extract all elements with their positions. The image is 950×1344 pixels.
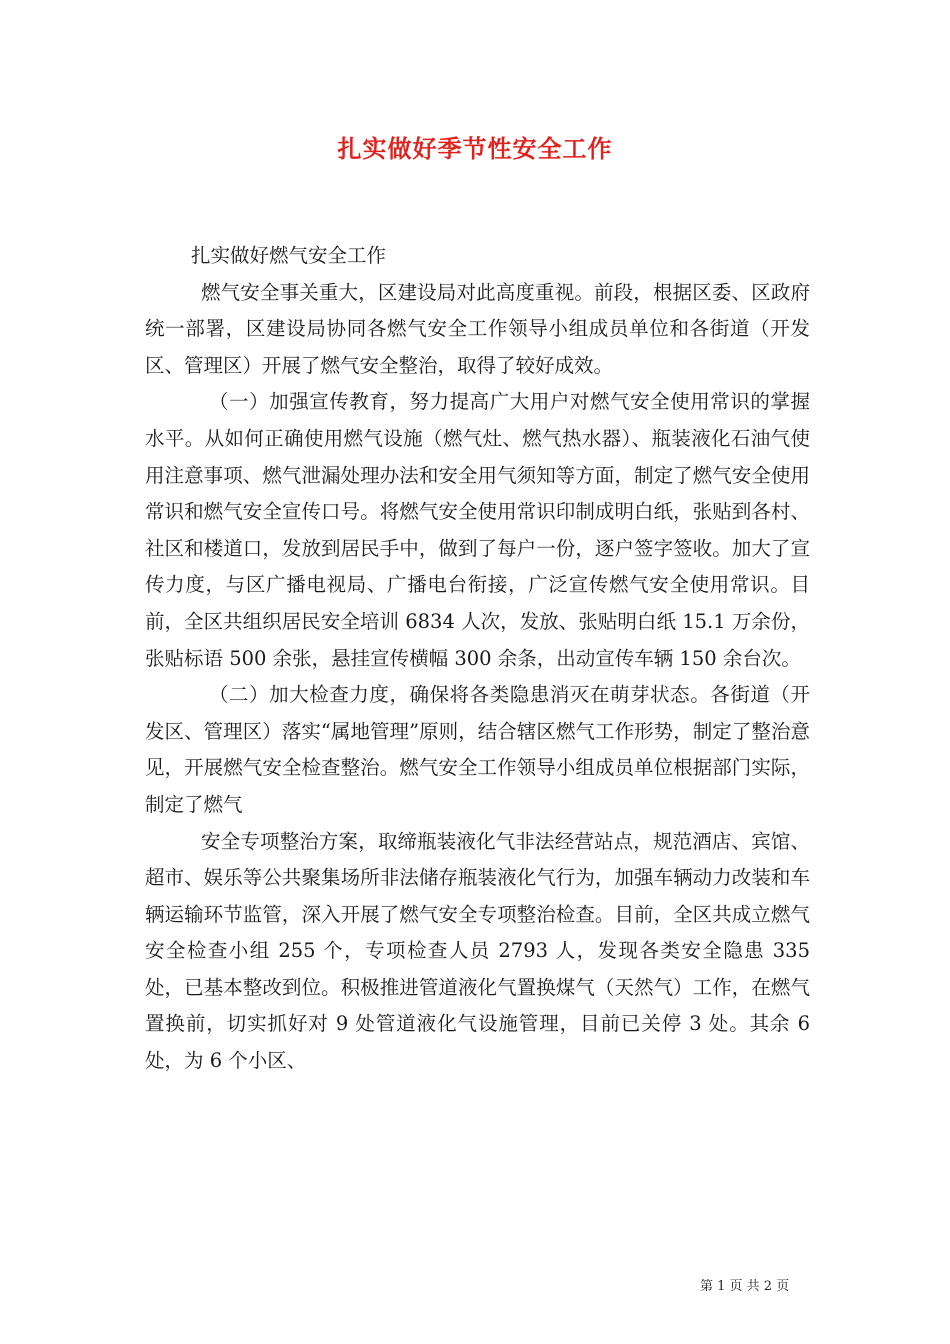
body-paragraph: （二）加大检查力度，确保将各类隐患消灭在萌芽状态。各街道（开发区、管理区）落实“属地管理”原则，结合辖区燃气工作形势，制定了整治意见，开展燃气安全检查整治。燃气安全工作领导小组成员单位根据部门实际，制定了燃气 [145,683,810,816]
page-number: 第 1 页 共 2 页 [700,1279,790,1294]
document-body [145,238,810,1080]
document-subtitle: 扎实做好燃气安全工作 [191,244,387,267]
body-paragraph: 安全专项整治方案，取缔瓶装液化气非法经营站点，规范酒店、宾馆、超市、娱乐等公共聚集场所非法储存瓶装液化气行为，加强车辆动力改装和车辆运输环节监管，深入开展了燃气安全专项整治检查。目前，全区共成立燃气安全检查小组 255 个，专项检查人员 2793 人，发现各类安全隐患 335 处，已基本整改到位。积极推进管道液化气置换煤气（天然气）工作，在燃气置换前，切实抓好对 9 处管道液化气设施管理，目前已关停 3 处。其余 6 处，为 6 个小区、 [145,829,810,1073]
body-paragraph: 燃气安全事关重大，区建设局对此高度重视。前段，根据区委、区政府统一部署，区建设局协同各燃气安全工作领导小组成员单位和各街道（开发区、管理区）开展了燃气安全整治，取得了较好成效。 [145,280,810,377]
document-title: 扎实做好季节性安全工作 [337,134,613,163]
body-paragraph: （一）加强宣传教育，努力提高广大用户对燃气安全使用常识的掌握水平。从如何正确使用燃气设施（燃气灶、燃气热水器）、瓶装液化石油气使用注意事项、燃气泄漏处理办法和安全用气须知等方面，制定了燃气安全使用常识和燃气安全宣传口号。将燃气安全使用常识印制成明白纸，张贴到各村、社区和楼道口，发放到居民手中，做到了每户一份，逐户签字签收。加大了宣传力度，与区广播电视局、广播电台衔接，广泛宣传燃气安全使用常识。目前，全区共组织居民安全培训 6834 人次，发放、张贴明白纸 15.1 万余份，张贴标语 500 余张，悬挂宣传横幅 300 余条，出动宣传车辆 150 余台次。 [145,390,810,670]
